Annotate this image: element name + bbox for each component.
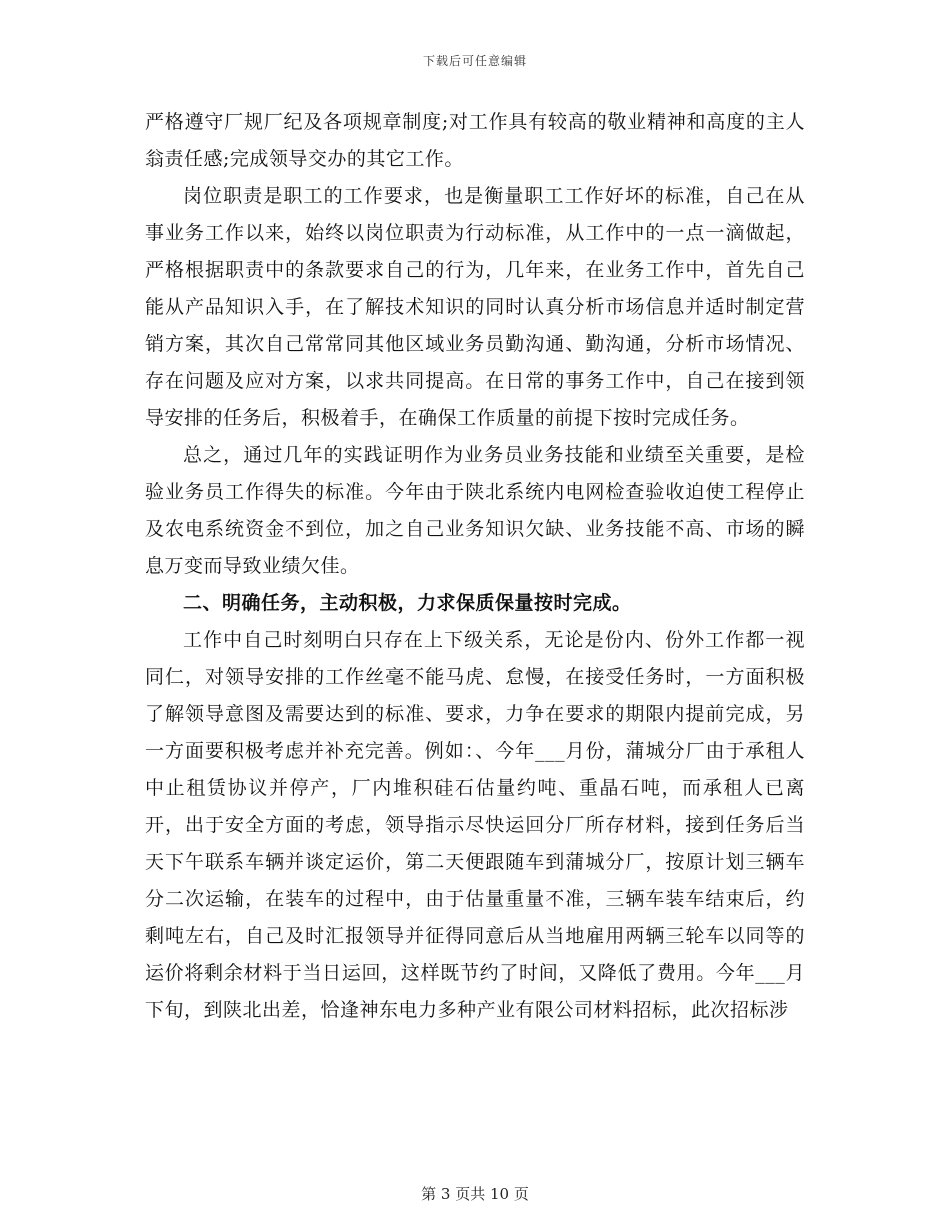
page-header: 下载后可任意编辑	[422, 54, 527, 68]
paragraph-3: 总之，通过几年的实践证明作为业务员业务技能和业绩至关重要，是检验业务员工作得失的标准。今年由于陕北系统内电网检查验收迫使工程停止及农电系统资金不到位，加之自己业务知识欠缺、业务技能不高、市场的瞬息万变而导致业绩欠佳。	[145, 444, 805, 577]
document-body	[145, 104, 805, 1029]
paragraph-4: 工作中自己时刻明白只存在上下级关系，无论是份内、份外工作都一视同仁，对领导安排的工作丝毫不能马虎、怠慢，在接受任务时，一方面积极了解领导意图及需要达到的标准、要求，力争在要求的期限内提前完成，另一方面要积极考虑并补充完善。例如：、今年___月份，蒲城分厂由于承租人中止租赁协议并停产，厂内堆积硅石估量约吨、重晶石吨，而承租人已离开，出于安全方面的考虑，领导指示尽快运回分厂所存材料，接到任务后当天下午联系车辆并谈定运价，第二天便跟随车到蒲城分厂，按原计划三辆车分二次运输，在装车的过程中，由于估量重量不准，三辆车装车结束后，约剩吨左右，自己及时汇报领导并征得同意后从当地雇用两辆三轮车以同等的运价将剩余材料于当日运回，这样既节约了时间，又降低了费用。今年___月下旬，到陕北出差，恰逢神东电力多种产业有限公司材料招标，此次招标涉	[145, 629, 805, 1021]
paragraph-1: 严格遵守厂规厂纪及各项规章制度;对工作具有较高的敬业精神和高度的主人翁责任感;完成领导交办的其它工作。	[145, 111, 805, 170]
paragraph-2: 岗位职责是职工的工作要求，也是衡量职工工作好坏的标准，自己在从事业务工作以来，始终以岗位职责为行动标准，从工作中的一点一滴做起，严格根据职责中的条款要求自己的行为，几年来，在业务工作中，首先自己能从产品知识入手，在了解技术知识的同时认真分析市场信息并适时制定营销方案，其次自己常常同其他区域业务员勤沟通、勤沟通，分析市场情况、存在问题及应对方案，以求共同提高。在日常的事务工作中，自己在接到领导安排的任务后，积极着手，在确保工作质量的前提下按时完成任务。	[145, 185, 805, 429]
page-footer: 第 3 页共 10 页	[421, 1185, 529, 1203]
section-heading: 二、明确任务，主动积极，力求保质保量按时完成。	[183, 592, 632, 614]
